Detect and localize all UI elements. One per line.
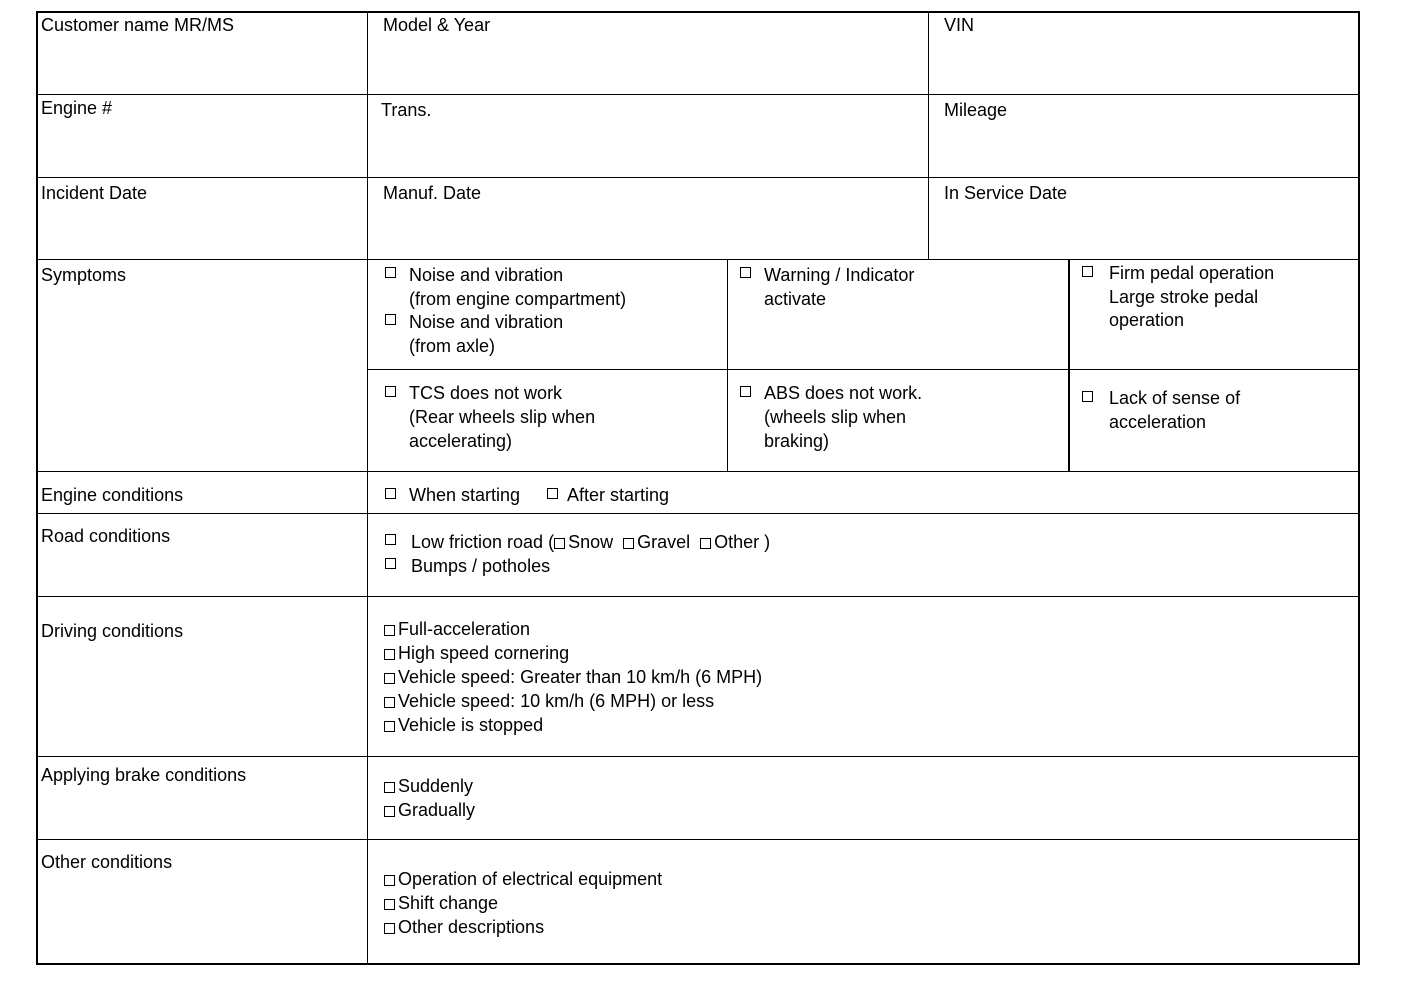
full-acceleration-checkbox[interactable] bbox=[384, 625, 395, 636]
list-item bbox=[384, 689, 762, 713]
list-item bbox=[384, 617, 762, 641]
column-divider bbox=[928, 11, 929, 259]
other-conditions-label: Other conditions bbox=[41, 852, 173, 872]
list-item-text: Full-acceleration bbox=[398, 619, 531, 639]
list-item bbox=[384, 867, 662, 891]
noise-engine-text: Noise and vibration bbox=[409, 265, 564, 285]
list-item bbox=[384, 774, 475, 798]
firm-pedal-text: Firm pedal operation bbox=[1109, 263, 1275, 283]
noise-axle-checkbox[interactable] bbox=[385, 314, 396, 325]
engine-number-label: Engine # bbox=[41, 98, 113, 118]
list-item bbox=[384, 798, 475, 822]
high-speed-cornering-checkbox[interactable] bbox=[384, 649, 395, 660]
bumps-checkbox[interactable] bbox=[385, 558, 396, 569]
trans-label: Trans. bbox=[381, 100, 432, 120]
row-divider bbox=[36, 94, 1360, 95]
speed-greater-checkbox[interactable] bbox=[384, 673, 395, 684]
lack-acceleration-text: acceleration bbox=[1109, 412, 1207, 432]
list-item-text: Gradually bbox=[398, 800, 476, 820]
column-divider bbox=[1068, 259, 1070, 471]
when-starting-checkbox[interactable] bbox=[385, 488, 396, 499]
driving-conditions-label: Driving conditions bbox=[41, 621, 184, 641]
list-item-text: Vehicle speed: 10 km/h (6 MPH) or less bbox=[398, 691, 715, 711]
warning-indicator-text: Warning / Indicator bbox=[764, 265, 915, 285]
gravel-text: Gravel bbox=[637, 532, 691, 552]
firm-pedal-text: Large stroke pedal bbox=[1109, 287, 1259, 307]
in-service-date-label: In Service Date bbox=[944, 183, 1068, 203]
low-friction-checkbox[interactable] bbox=[385, 534, 396, 545]
tcs-text: (Rear wheels slip when bbox=[409, 407, 596, 427]
abs-checkbox[interactable] bbox=[740, 386, 751, 397]
row-divider bbox=[36, 756, 1360, 757]
abs-text: (wheels slip when bbox=[764, 407, 907, 427]
row-divider bbox=[36, 513, 1360, 514]
brake-conditions-list bbox=[384, 774, 475, 822]
list-item-text: Vehicle speed: Greater than 10 km/h (6 MPH) bbox=[398, 667, 763, 687]
vin-label: VIN bbox=[944, 15, 975, 35]
list-item bbox=[384, 891, 662, 915]
shift-change-checkbox[interactable] bbox=[384, 899, 395, 910]
row-divider bbox=[36, 471, 1360, 472]
other-conditions-list bbox=[384, 867, 662, 939]
manuf-date-label: Manuf. Date bbox=[383, 183, 482, 203]
speed-less-checkbox[interactable] bbox=[384, 697, 395, 708]
snow-text: Snow bbox=[568, 532, 614, 552]
noise-axle-text: Noise and vibration bbox=[409, 312, 564, 332]
list-item bbox=[384, 641, 762, 665]
column-divider bbox=[727, 259, 728, 471]
diagnostic-worksheet-form bbox=[36, 11, 1360, 965]
noise-engine-text: (from engine compartment) bbox=[409, 289, 627, 309]
mileage-label: Mileage bbox=[944, 100, 1008, 120]
warning-indicator-checkbox[interactable] bbox=[740, 267, 751, 278]
electrical-equipment-checkbox[interactable] bbox=[384, 875, 395, 886]
low-friction-line bbox=[411, 530, 770, 554]
list-item-text: Shift change bbox=[398, 893, 499, 913]
abs-text: ABS does not work. bbox=[764, 383, 923, 403]
snow-checkbox[interactable] bbox=[554, 538, 565, 549]
after-starting-checkbox[interactable] bbox=[547, 488, 558, 499]
other-descriptions-checkbox[interactable] bbox=[384, 923, 395, 934]
list-item-text: Suddenly bbox=[398, 776, 474, 796]
column-divider bbox=[367, 11, 368, 965]
list-item bbox=[384, 665, 762, 689]
list-item bbox=[384, 713, 762, 737]
road-conditions-label: Road conditions bbox=[41, 526, 171, 546]
row-divider bbox=[36, 259, 1360, 260]
list-item-text: Other descriptions bbox=[398, 917, 545, 937]
model-year-label: Model & Year bbox=[383, 15, 491, 35]
gradually-checkbox[interactable] bbox=[384, 806, 395, 817]
bumps-text: Bumps / potholes bbox=[411, 556, 551, 576]
after-starting-text: After starting bbox=[567, 485, 670, 505]
other-road-checkbox[interactable] bbox=[700, 538, 711, 549]
list-item-text: Vehicle is stopped bbox=[398, 715, 544, 735]
driving-conditions-list bbox=[384, 617, 762, 737]
other-road-text: Other ) bbox=[714, 532, 771, 552]
noise-axle-text: (from axle) bbox=[409, 336, 496, 356]
list-item bbox=[384, 915, 662, 939]
gravel-checkbox[interactable] bbox=[623, 538, 634, 549]
when-starting-text: When starting bbox=[409, 485, 521, 505]
brake-conditions-label: Applying brake conditions bbox=[41, 765, 247, 785]
lack-acceleration-checkbox[interactable] bbox=[1082, 391, 1093, 402]
row-divider bbox=[36, 839, 1360, 840]
firm-pedal-checkbox[interactable] bbox=[1082, 266, 1093, 277]
tcs-text: TCS does not work bbox=[409, 383, 563, 403]
low-friction-text: Low friction road ( bbox=[411, 532, 555, 552]
warning-indicator-text: activate bbox=[764, 289, 827, 309]
firm-pedal-text: operation bbox=[1109, 310, 1185, 330]
row-divider bbox=[36, 596, 1360, 597]
abs-text: braking) bbox=[764, 431, 830, 451]
list-item-text: Operation of electrical equipment bbox=[398, 869, 663, 889]
engine-conditions-label: Engine conditions bbox=[41, 485, 184, 505]
symptoms-label: Symptoms bbox=[41, 265, 127, 285]
row-divider bbox=[368, 369, 1360, 370]
row-divider bbox=[36, 177, 1360, 178]
incident-date-label: Incident Date bbox=[41, 183, 148, 203]
noise-engine-checkbox[interactable] bbox=[385, 267, 396, 278]
lack-acceleration-text: Lack of sense of bbox=[1109, 388, 1241, 408]
tcs-text: accelerating) bbox=[409, 431, 513, 451]
list-item-text: High speed cornering bbox=[398, 643, 570, 663]
customer-name-label: Customer name MR/MS bbox=[41, 15, 235, 35]
tcs-checkbox[interactable] bbox=[385, 386, 396, 397]
vehicle-stopped-checkbox[interactable] bbox=[384, 721, 395, 732]
suddenly-checkbox[interactable] bbox=[384, 782, 395, 793]
